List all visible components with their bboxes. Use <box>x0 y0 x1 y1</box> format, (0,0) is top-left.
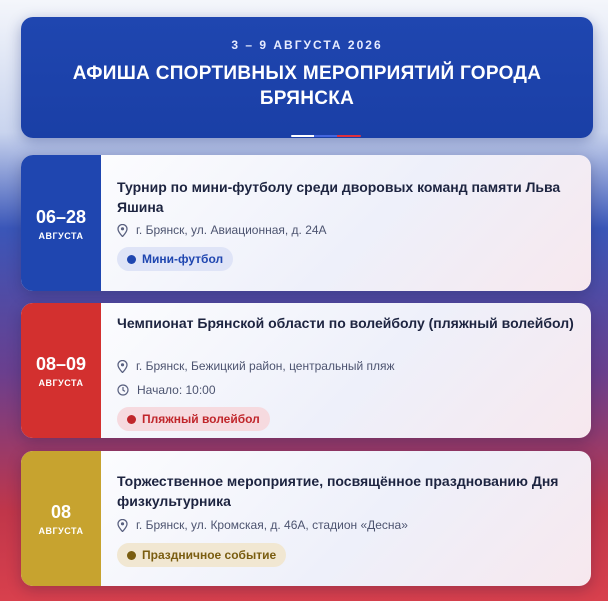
header-banner <box>21 17 593 138</box>
event-time <box>117 383 216 397</box>
page-title: АФИША СПОРТИВНЫХ МЕРОПРИЯТИЙ ГОРОДА БРЯНСКА <box>72 63 542 109</box>
event-address <box>117 518 408 532</box>
event-title: Чемпионат Брянской области по волейболу (пляжный волейбол) <box>117 315 574 331</box>
location-pin-icon <box>117 224 128 237</box>
category-tag <box>117 543 286 567</box>
category-tag <box>117 407 270 431</box>
category-tag-label: Праздничное событие <box>142 548 277 562</box>
event-address-text: г. Брянск, ул. Кромская, д. 46А, стадион «Десна» <box>136 518 408 532</box>
clock-icon <box>117 384 129 396</box>
location-pin-icon <box>117 519 128 532</box>
event-date-block <box>21 451 101 586</box>
event-card[interactable] <box>21 303 591 438</box>
event-address <box>117 223 327 237</box>
date-range: 3 – 9 АВГУСТА 2026 <box>231 38 383 52</box>
event-title: Турнир по мини-футболу среди дворовых команд памяти Льва Яшина <box>117 179 561 215</box>
event-month: АВГУСТА <box>38 378 84 388</box>
event-card[interactable] <box>21 451 591 586</box>
event-date-block <box>21 303 101 438</box>
event-address-text: г. Брянск, ул. Авиационная, д. 24А <box>136 223 327 237</box>
event-time-text: Начало: 10:00 <box>137 383 216 397</box>
event-month: АВГУСТА <box>38 526 84 536</box>
location-pin-icon <box>117 360 128 373</box>
category-tag-label: Мини-футбол <box>142 252 224 266</box>
event-day: 08 <box>50 502 72 522</box>
event-address <box>117 359 395 373</box>
event-day: 06–28 <box>35 206 87 227</box>
event-month: АВГУСТА <box>38 230 84 241</box>
category-tag <box>117 247 233 271</box>
tag-dot-icon <box>127 415 136 424</box>
tag-dot-icon <box>127 255 136 264</box>
category-tag-label: Пляжный волейбол <box>142 412 260 426</box>
event-date-block <box>21 155 101 291</box>
event-title: Торжественное мероприятие, посвящённое празднованию Дня физкультурника <box>117 473 559 509</box>
event-day: 08–09 <box>35 354 87 374</box>
event-card[interactable] <box>21 155 591 291</box>
tag-dot-icon <box>127 551 136 560</box>
event-address-text: г. Брянск, Бежицкий район, центральный пляж <box>136 359 395 373</box>
flag-divider <box>291 135 361 137</box>
